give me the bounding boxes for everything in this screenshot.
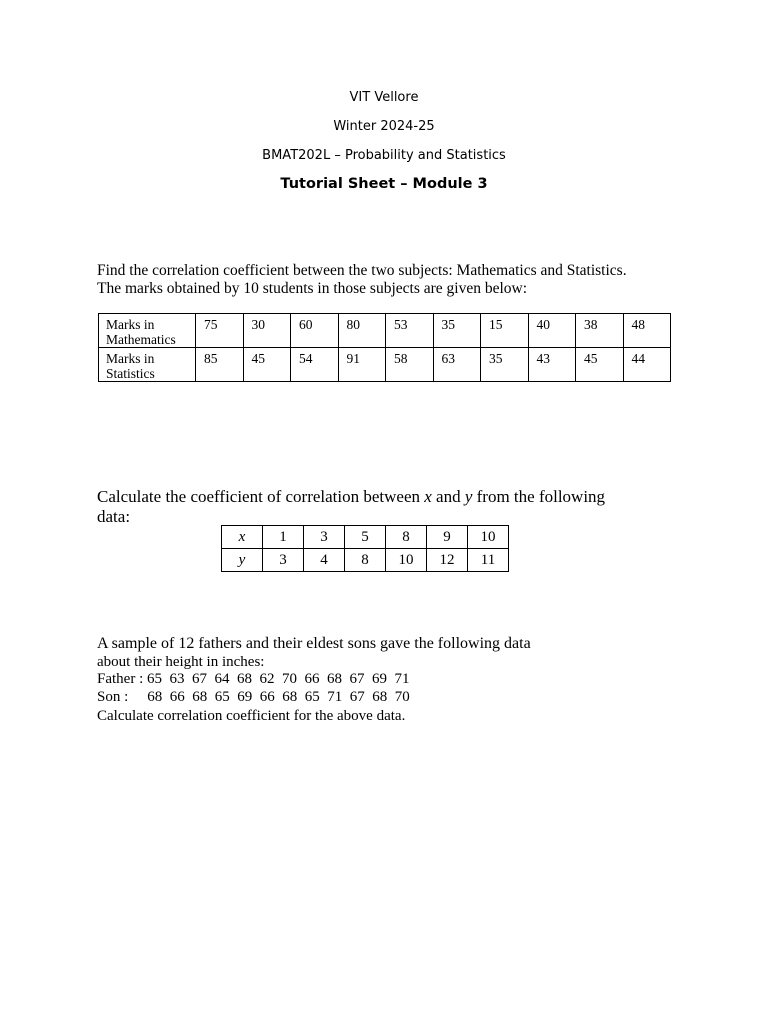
table-cell: 60 xyxy=(291,314,339,348)
table-cell: 44 xyxy=(623,348,671,382)
institution-name: VIT Vellore xyxy=(349,90,419,105)
table-cell: 10 xyxy=(468,526,509,549)
table-cell: 54 xyxy=(291,348,339,382)
table-cell: 30 xyxy=(243,314,291,348)
table-cell: 53 xyxy=(386,314,434,348)
table-row xyxy=(222,526,509,549)
q3-line-2: about their height in inches: xyxy=(97,654,265,670)
variable-y: y xyxy=(464,487,473,506)
table-cell: 5 xyxy=(345,526,386,549)
table-cell: 35 xyxy=(433,314,481,348)
row-label-line: Mathematics xyxy=(106,332,176,347)
table-cell: 3 xyxy=(304,526,345,549)
son-label: Son : xyxy=(97,689,129,705)
table-cell: 58 xyxy=(386,348,434,382)
q3-line-5: Calculate correlation coefficient for the above data. xyxy=(97,708,406,724)
row-label-line: Statistics xyxy=(106,366,155,381)
table-row xyxy=(222,549,509,572)
table-cell: 8 xyxy=(345,549,386,572)
q3-line-1: A sample of 12 fathers and their eldest sons gave the following data xyxy=(97,635,531,652)
table-cell: 91 xyxy=(338,348,386,382)
table-cell: 10 xyxy=(386,549,427,572)
x-header-cell: x xyxy=(222,526,263,549)
table-cell: 75 xyxy=(196,314,244,348)
table-cell: 9 xyxy=(427,526,468,549)
table-row xyxy=(99,314,671,348)
sheet-title: Tutorial Sheet – Module 3 xyxy=(280,176,488,192)
father-heights-line xyxy=(97,672,410,687)
q2-text-part: and xyxy=(431,487,465,506)
term-label: Winter 2024-25 xyxy=(333,119,435,134)
q2-text-part: from the following xyxy=(472,487,606,506)
table-cell: 15 xyxy=(481,314,529,348)
table-row xyxy=(99,348,671,382)
q2-line-1 xyxy=(97,488,605,505)
table-cell: 4 xyxy=(304,549,345,572)
y-header-cell: y xyxy=(222,549,263,572)
row-label-mathematics xyxy=(99,314,196,348)
row-label-statistics xyxy=(99,348,196,382)
variable-x: x xyxy=(424,487,432,506)
q2-line-2: data: xyxy=(97,507,131,526)
table-cell: 35 xyxy=(481,348,529,382)
son-values: 68 66 68 65 69 66 68 65 71 67 68 70 xyxy=(147,689,410,705)
table-cell: 3 xyxy=(263,549,304,572)
row-label-line: Marks in xyxy=(106,317,155,332)
table-cell: 48 xyxy=(623,314,671,348)
table-cell: 8 xyxy=(386,526,427,549)
q1-line-2: The marks obtained by 10 students in those subjects are given below: xyxy=(97,280,528,297)
father-values: 65 63 67 64 68 62 70 66 68 67 69 71 xyxy=(147,671,410,687)
table-cell: 11 xyxy=(468,549,509,572)
xy-table xyxy=(221,525,509,572)
table-cell: 1 xyxy=(263,526,304,549)
table-cell: 45 xyxy=(243,348,291,382)
q2-text-part: Calculate the coefficient of correlation between xyxy=(97,487,425,506)
table-cell: 63 xyxy=(433,348,481,382)
course-title: BMAT202L – Probability and Statistics xyxy=(262,148,506,163)
table-cell: 12 xyxy=(427,549,468,572)
table-cell: 38 xyxy=(576,314,624,348)
table-cell: 45 xyxy=(576,348,624,382)
table-cell: 80 xyxy=(338,314,386,348)
father-label: Father : xyxy=(97,671,147,687)
table-cell: 85 xyxy=(196,348,244,382)
row-label-line: Marks in xyxy=(106,351,155,366)
table-cell: 40 xyxy=(528,314,576,348)
table-cell: 43 xyxy=(528,348,576,382)
son-heights-line xyxy=(97,690,410,705)
marks-table xyxy=(98,313,671,382)
q1-line-1: Find the correlation coefficient between the two subjects: Mathematics and Statistics. xyxy=(97,262,627,279)
